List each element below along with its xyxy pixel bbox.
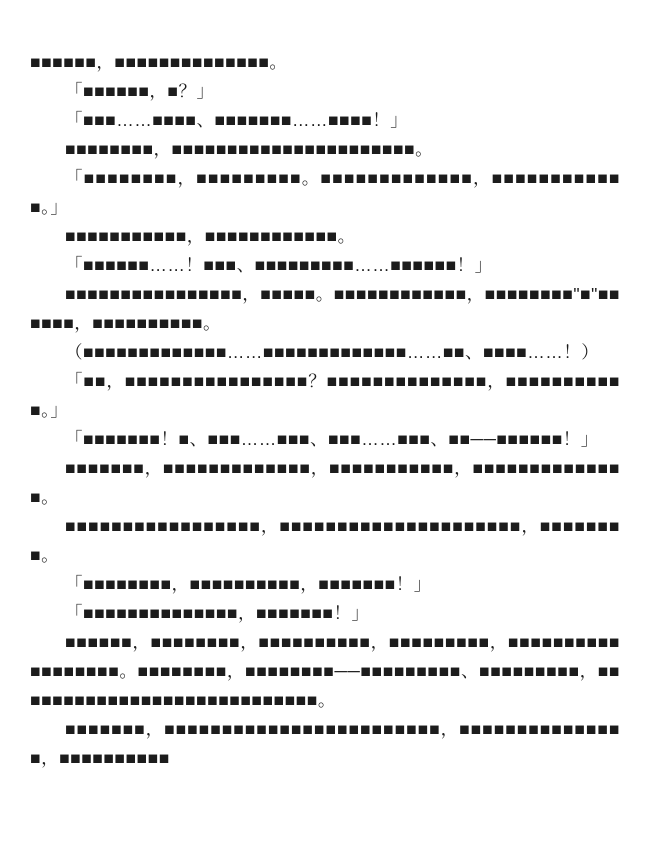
paragraph-narration: ■■■■■■■■■■■■■■■■，■■■■■。■■■■■■■■■■■■，■■■■■■■■"■"■■■■■■，■■■■■■■■■■。 <box>30 284 620 333</box>
paragraph-narration: ■■■■■■，■■■■■■■■，■■■■■■■■■■，■■■■■■■■■，■■■■■■■■■■■■■■■■■■。■■■■■■■■，■■■■■■■■──■■■■■■■■■、■■■■■■■■■，■■■■■■■■■■■■■■■■■■■■■■■■■■■■。 <box>30 632 620 710</box>
paragraph-parenthetical: （■■■■■■■■■■■■■……■■■■■■■■■■■■■……■■、■■■■……！） <box>65 342 600 362</box>
paragraph-quote: 「■■■■■■……！■■■、■■■■■■■■■……■■■■■■！」 <box>65 255 493 275</box>
paragraph-quote: 「■■■■■■■■■■■■■■，■■■■■■■！」 <box>65 603 370 623</box>
text-body <box>30 48 620 773</box>
paragraph-quote: 「■■■■■■■！■、■■■……■■■、■■■……■■■、■■──■■■■■■！」 <box>65 429 599 449</box>
paragraph-narration-continuation: ■■■■■■，■■■■■■■■■■■■■■。 <box>30 52 288 72</box>
paragraph-narration: ■■■■■■■，■■■■■■■■■■■■■■■■■■■■■■■■，■■■■■■■■■■■■■■■，■■■■■■■■■■ <box>30 719 620 768</box>
paragraph-quote: 「■■■■■■，■？」 <box>65 81 215 101</box>
paragraph-narration: ■■■■■■■■■■■■■■■■■，■■■■■■■■■■■■■■■■■■■■■，■■■■■■■■。 <box>30 516 620 565</box>
paragraph-narration: ■■■■■■■■■■■，■■■■■■■■■■■■。 <box>65 226 356 246</box>
paragraph-quote: 「■■，■■■■■■■■■■■■■■■■？■■■■■■■■■■■■■■，■■■■■■■■■■■。」 <box>30 371 620 420</box>
paragraph-narration: ■■■■■■■，■■■■■■■■■■■■■，■■■■■■■■■■■，■■■■■■■■■■■■■■。 <box>30 458 620 507</box>
paragraph-quote: 「■■■■■■■■，■■■■■■■■■。■■■■■■■■■■■■■，■■■■■■■■■■■■。」 <box>30 168 620 217</box>
paragraph-quote: 「■■■■■■■■，■■■■■■■■■■，■■■■■■■！」 <box>65 574 432 594</box>
paragraph-quote: 「■■■……■■■■、■■■■■■■……■■■■！」 <box>65 110 409 130</box>
paragraph-narration: ■■■■■■■■，■■■■■■■■■■■■■■■■■■■■■■。 <box>65 139 434 159</box>
